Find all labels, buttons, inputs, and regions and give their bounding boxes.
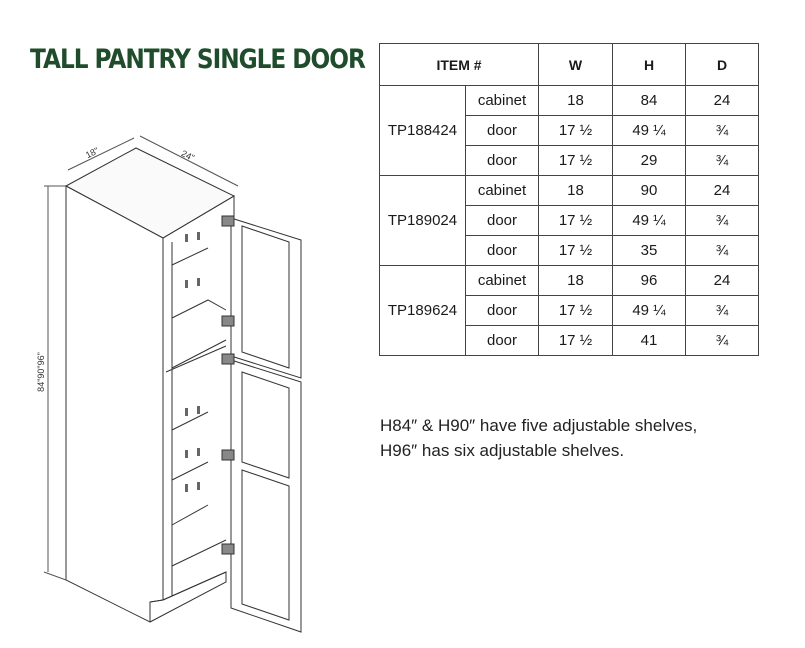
shelf-note xyxy=(380,413,697,463)
table-header-row xyxy=(380,44,759,86)
w-cell: 17 ½ xyxy=(539,116,613,146)
height-label: 84"90"96" xyxy=(36,352,46,392)
w-cell: 18 xyxy=(539,86,613,116)
part-cell: cabinet xyxy=(466,86,539,116)
part-cell: cabinet xyxy=(466,266,539,296)
d-cell: ¾ xyxy=(686,296,759,326)
shelf-note-line: H84″ & H90″ have five adjustable shelves, xyxy=(380,416,698,435)
depth-label: 18" xyxy=(83,145,101,161)
spec-table xyxy=(379,43,759,356)
d-cell: ¾ xyxy=(686,206,759,236)
part-cell: door xyxy=(466,206,539,236)
shelf-note-line: H96″ has six adjustable shelves. xyxy=(380,441,625,460)
d-cell: 24 xyxy=(686,86,759,116)
w-cell: 17 ½ xyxy=(539,326,613,356)
h-cell: 49 ¼ xyxy=(613,206,686,236)
width-label: 24" xyxy=(179,148,196,163)
table-row xyxy=(380,266,759,296)
h-cell: 96 xyxy=(613,266,686,296)
header-item: ITEM # xyxy=(380,44,539,86)
page-title: TALL PANTRY SINGLE DOOR xyxy=(30,44,365,75)
w-cell: 17 ½ xyxy=(539,146,613,176)
h-cell: 29 xyxy=(613,146,686,176)
header-w: W xyxy=(539,44,613,86)
d-cell: 24 xyxy=(686,266,759,296)
part-cell: door xyxy=(466,236,539,266)
cabinet-side xyxy=(66,186,163,622)
h-cell: 84 xyxy=(613,86,686,116)
table-row xyxy=(380,86,759,116)
item-number: TP188424 xyxy=(380,86,466,176)
h-cell: 35 xyxy=(613,236,686,266)
cabinet-drawing xyxy=(0,120,330,640)
part-cell: cabinet xyxy=(466,176,539,206)
w-cell: 17 ½ xyxy=(539,206,613,236)
item-number: TP189624 xyxy=(380,266,466,356)
part-cell: door xyxy=(466,296,539,326)
d-cell: ¾ xyxy=(686,146,759,176)
item-number: TP189024 xyxy=(380,176,466,266)
part-cell: door xyxy=(466,326,539,356)
w-cell: 18 xyxy=(539,266,613,296)
w-cell: 17 ½ xyxy=(539,236,613,266)
d-cell: 24 xyxy=(686,176,759,206)
header-d: D xyxy=(686,44,759,86)
part-cell: door xyxy=(466,116,539,146)
d-cell: ¾ xyxy=(686,326,759,356)
d-cell: ¾ xyxy=(686,116,759,146)
h-cell: 49 ¼ xyxy=(613,296,686,326)
w-cell: 17 ½ xyxy=(539,296,613,326)
h-cell: 49 ¼ xyxy=(613,116,686,146)
h-cell: 90 xyxy=(613,176,686,206)
h-cell: 41 xyxy=(613,326,686,356)
d-cell: ¾ xyxy=(686,236,759,266)
table-row xyxy=(380,176,759,206)
part-cell: door xyxy=(466,146,539,176)
w-cell: 18 xyxy=(539,176,613,206)
header-h: H xyxy=(613,44,686,86)
